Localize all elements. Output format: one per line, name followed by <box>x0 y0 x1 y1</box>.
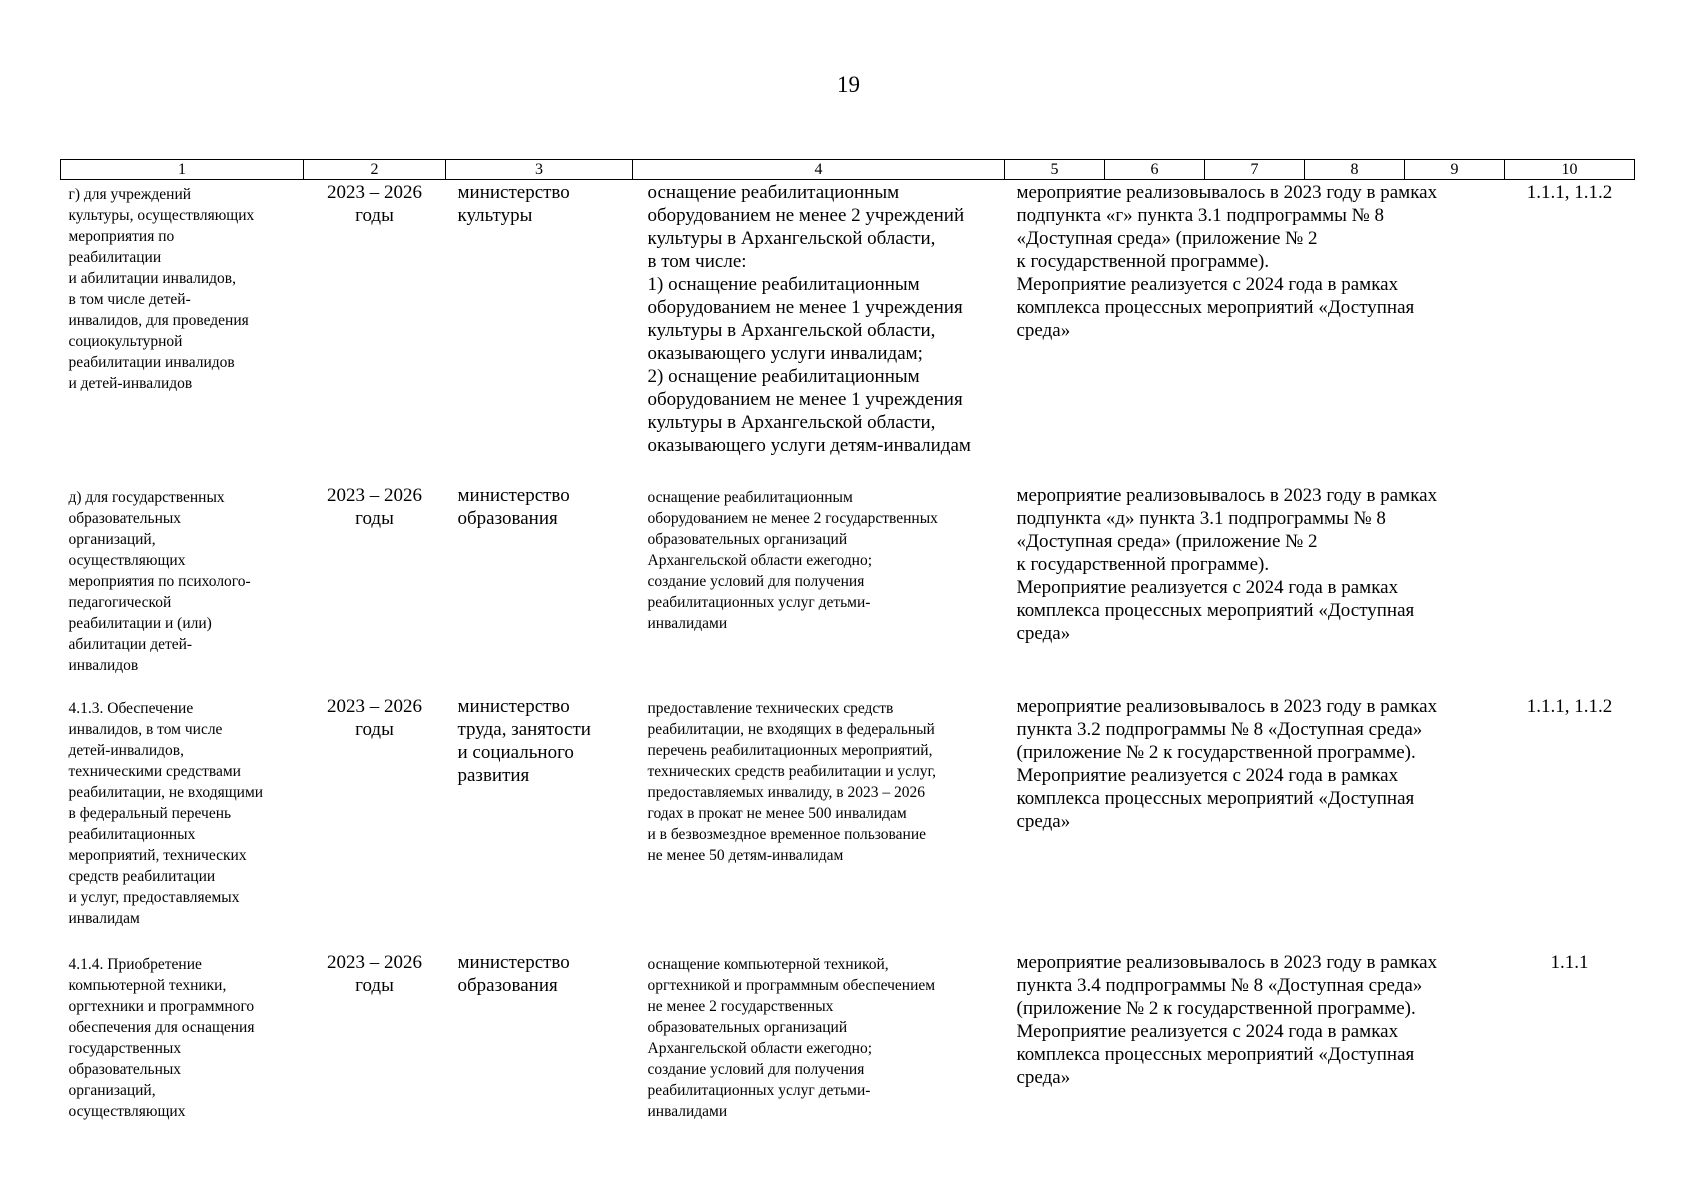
responsible-executor: министерство образования <box>457 484 570 529</box>
column-number: 7 <box>1205 160 1305 180</box>
column-number: 10 <box>1505 160 1635 180</box>
period: 2023 – 2026 годы <box>327 951 422 996</box>
note: мероприятие реализовывалось в 2023 году в рамках пункта 3.2 подпрограммы № 8 «Доступная среда» (приложение № 2 к государственной программе). Мероприятие реализуется с 2024 года в рамках комплекса процессных мероприятий «Доступная среда» <box>1016 695 1438 832</box>
note: мероприятие реализовывалось в 2023 году в рамках подпункта «д» пункта 3.1 подпрограммы № 8 «Доступная среда» (приложение № 2 к государственной программе). Мероприятие реализуется с 2024 года в рамках комплекса процессных мероприятий «Доступная среда» <box>1016 484 1438 644</box>
period: 2023 – 2026 годы <box>327 484 422 529</box>
table-row <box>61 483 1635 694</box>
indicator-link <box>1505 483 1635 694</box>
responsible-executor: министерство культуры <box>457 182 570 226</box>
note: мероприятие реализовывалось в 2023 году в рамках пункта 3.4 подпрограммы № 8 «Доступная среда» (приложение № 2 к государственной программе). Мероприятие реализуется с 2024 года в рамках комплекса процессных мероприятий «Доступная среда» <box>1016 951 1438 1088</box>
note: мероприятие реализовывалось в 2023 году в рамках подпункта «г» пункта 3.1 подпрограммы № 8 «Доступная среда» (приложение № 2 к государственной программе). Мероприятие реализуется с 2024 года в рамках комплекса процессных мероприятий «Доступная среда» <box>1016 182 1438 341</box>
column-number: 4 <box>633 160 1005 180</box>
column-number: 5 <box>1005 160 1105 180</box>
column-number: 8 <box>1305 160 1405 180</box>
expected-result: оснащение компьютерной техникой, оргтехникой и программным обеспечением не менее 2 государственных образовательных организаций Архангельской области ежегодно; создание условий для получения реабилитационных услуг детьми- инвалидами <box>647 955 936 1120</box>
responsible-executor: министерство труда, занятости и социального развития <box>457 695 591 786</box>
responsible-executor: министерство образования <box>457 951 570 996</box>
table-row <box>61 950 1635 1140</box>
measure-name: 4.1.4. Приобретение компьютерной техники, оргтехники и программного обеспечения для оснащения государственных образовательных организаций, осуществляющих <box>68 955 255 1120</box>
measure-name: д) для государственных образовательных организаций, осуществляющих мероприятия по психолого- педагогической реабилитации и (или) абилитации детей- инвалидов <box>68 488 251 674</box>
period: 2023 – 2026 годы <box>327 182 422 226</box>
table-row <box>61 694 1635 950</box>
column-number: 2 <box>304 160 446 180</box>
column-number-row <box>61 160 1635 180</box>
period: 2023 – 2026 годы <box>327 695 422 740</box>
measure-name: г) для учреждений культуры, осуществляющих мероприятия по реабилитации и абилитации инвалидов, в том числе детей- инвалидов, для проведения социокультурной реабилитации инвалидов и детей-инвалидов <box>68 186 255 392</box>
column-number: 3 <box>446 160 633 180</box>
column-number: 6 <box>1105 160 1205 180</box>
expected-result: оснащение реабилитационным оборудованием не менее 2 государственных образовательных организаций Архангельской области ежегодно; создание условий для получения реабилитационных услуг детьми- инвалидами <box>647 488 938 632</box>
indicator-link: 1.1.1 <box>1550 951 1589 973</box>
indicator-link: 1.1.1, 1.1.2 <box>1526 695 1613 717</box>
indicator-link: 1.1.1, 1.1.2 <box>1526 182 1613 203</box>
column-number: 1 <box>61 160 304 180</box>
page-number: 19 <box>837 72 860 97</box>
measure-name: 4.1.3. Обеспечение инвалидов, в том числе детей-инвалидов, техническими средствами реабилитации, не входящими в федеральный перечень реабилитационных мероприятий, технических средств реабилитации и услуг, предоставляемых инвалидам <box>68 699 264 927</box>
measures-table <box>60 159 1635 1140</box>
expected-result: оснащение реабилитационным оборудованием не менее 2 учреждений культуры в Архангельской области, в том числе: 1) оснащение реабилитационным оборудованием не менее 1 учреждения культуры в Архангельской области, оказывающего услуги инвалидам; 2) оснащение реабилитационным оборудованием не менее 1 учреждения культуры в Архангельской области, оказывающего услуги детям-инвалидам <box>647 182 971 456</box>
expected-result: предоставление технических средств реабилитации, не входящих в федеральный перечень реабилитационных мероприятий, технических средств реабилитации и услуг, предоставляемых инвалиду, в 2023 – 2026 годах в прокат не менее 500 инвалидам и в безвозмездное временное пользование не менее 50 детям-инвалидам <box>647 699 936 864</box>
column-number: 9 <box>1405 160 1505 180</box>
table-row <box>61 180 1635 483</box>
